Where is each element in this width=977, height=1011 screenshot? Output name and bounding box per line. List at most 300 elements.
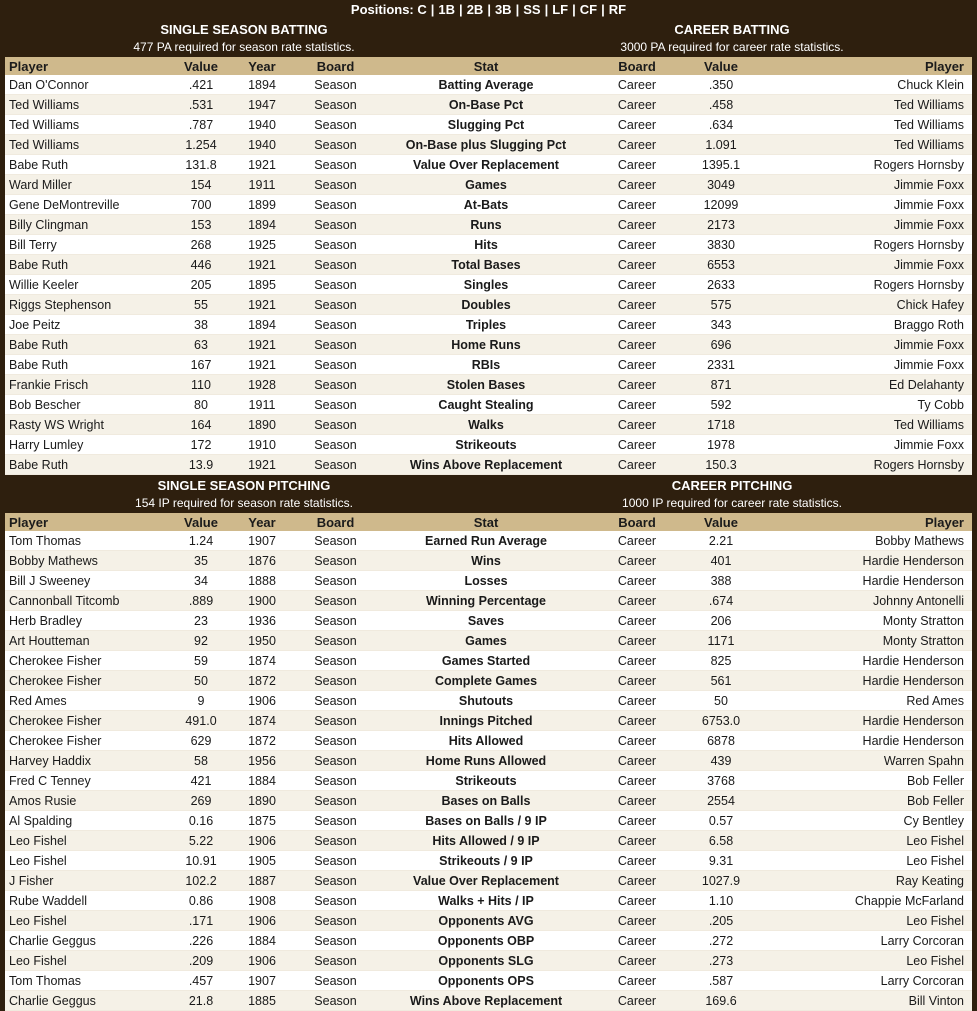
season-player-link[interactable]: Babe Ruth xyxy=(5,355,166,375)
table-row xyxy=(5,95,972,115)
season-value: .171 xyxy=(166,911,236,931)
stat-name: Doubles xyxy=(383,295,589,315)
table-row xyxy=(5,791,972,811)
career-player-link[interactable]: Hardie Henderson xyxy=(757,731,972,751)
career-value: .587 xyxy=(685,971,757,991)
career-player-link[interactable]: Leo Fishel xyxy=(757,951,972,971)
season-player-link[interactable]: Joe Peitz xyxy=(5,315,166,335)
career-player-link[interactable]: Jimmie Foxx xyxy=(757,175,972,195)
season-board: Season xyxy=(288,751,383,771)
career-pitching-title: CAREER PITCHING xyxy=(671,478,793,493)
season-player-link[interactable]: Babe Ruth xyxy=(5,455,166,475)
season-board: Season xyxy=(288,791,383,811)
season-year: 1911 xyxy=(236,395,288,415)
column-header-1[interactable]: Value xyxy=(166,513,236,531)
career-player-link[interactable]: Jimmie Foxx xyxy=(757,195,972,215)
table-row xyxy=(5,831,972,851)
column-header-2[interactable]: Year xyxy=(236,513,288,531)
career-player-link[interactable]: Ray Keating xyxy=(757,871,972,891)
season-value: .421 xyxy=(166,75,236,95)
positions-links xyxy=(417,2,626,17)
season-board: Season xyxy=(288,195,383,215)
season-year: 1894 xyxy=(236,215,288,235)
season-board: Season xyxy=(288,155,383,175)
season-year: 1885 xyxy=(236,991,288,1011)
column-header-7[interactable]: Player xyxy=(757,513,972,531)
career-player-link[interactable]: Ed Delahanty xyxy=(757,375,972,395)
column-header-3[interactable]: Board xyxy=(288,57,383,75)
career-player-link[interactable]: Ted Williams xyxy=(757,415,972,435)
position-link-cf[interactable]: CF xyxy=(579,2,598,17)
stat-name: RBIs xyxy=(383,355,589,375)
career-board: Career xyxy=(589,455,685,475)
season-year: 1872 xyxy=(236,671,288,691)
career-player-link[interactable]: Hardie Henderson xyxy=(757,571,972,591)
pitching-records-table xyxy=(5,513,972,1011)
column-header-0[interactable]: Player xyxy=(5,57,166,75)
season-board: Season xyxy=(288,951,383,971)
career-board: Career xyxy=(589,275,685,295)
season-year: 1907 xyxy=(236,971,288,991)
season-player-link[interactable]: Harvey Haddix xyxy=(5,751,166,771)
career-value: .272 xyxy=(685,931,757,951)
season-value: 13.9 xyxy=(166,455,236,475)
career-board: Career xyxy=(589,891,685,911)
season-player-link[interactable]: Red Ames xyxy=(5,691,166,711)
table-row xyxy=(5,355,972,375)
season-board: Season xyxy=(288,851,383,871)
table-row xyxy=(5,991,972,1011)
career-player-link[interactable]: Bobby Mathews xyxy=(757,531,972,551)
career-player-link[interactable]: Cy Bentley xyxy=(757,811,972,831)
season-value: 154 xyxy=(166,175,236,195)
column-header-0[interactable]: Player xyxy=(5,513,166,531)
table-row xyxy=(5,671,972,691)
season-year: 1936 xyxy=(236,611,288,631)
single-season-pitching-title: SINGLE SEASON PITCHING xyxy=(157,478,331,493)
stat-name: Home Runs xyxy=(383,335,589,355)
season-value: 92 xyxy=(166,631,236,651)
career-value: 1027.9 xyxy=(685,871,757,891)
season-year: 1908 xyxy=(236,891,288,911)
season-board: Season xyxy=(288,115,383,135)
season-player-link[interactable]: Billy Clingman xyxy=(5,215,166,235)
table-row xyxy=(5,971,972,991)
season-player-link[interactable]: Al Spalding xyxy=(5,811,166,831)
career-board: Career xyxy=(589,175,685,195)
career-batting-subtitle: 3000 PA required for career rate statistics. xyxy=(620,40,844,54)
season-player-link[interactable]: Gene DeMontreville xyxy=(5,195,166,215)
career-board: Career xyxy=(589,871,685,891)
stat-name: Total Bases xyxy=(383,255,589,275)
career-board: Career xyxy=(589,751,685,771)
season-board: Season xyxy=(288,711,383,731)
career-player-link[interactable]: Jimmie Foxx xyxy=(757,355,972,375)
season-player-link[interactable]: Tom Thomas xyxy=(5,971,166,991)
season-player-link[interactable]: Cherokee Fisher xyxy=(5,731,166,751)
season-player-link[interactable]: Willie Keeler xyxy=(5,275,166,295)
stat-name: Hits Allowed / 9 IP xyxy=(383,831,589,851)
career-player-link[interactable]: Chick Hafey xyxy=(757,295,972,315)
career-board: Career xyxy=(589,951,685,971)
single-season-batting-subtitle: 477 PA required for season rate statistics. xyxy=(133,40,355,54)
career-player-link[interactable]: Hardie Henderson xyxy=(757,651,972,671)
season-value: 0.86 xyxy=(166,891,236,911)
season-player-link[interactable]: Bill J Sweeney xyxy=(5,571,166,591)
season-player-link[interactable]: Charlie Geggus xyxy=(5,991,166,1011)
stat-name: Value Over Replacement xyxy=(383,155,589,175)
position-link-rf[interactable]: RF xyxy=(608,2,627,17)
batting-header xyxy=(0,19,977,57)
career-player-link[interactable]: Ted Williams xyxy=(757,115,972,135)
season-value: .226 xyxy=(166,931,236,951)
stat-name: Stolen Bases xyxy=(383,375,589,395)
season-value: .209 xyxy=(166,951,236,971)
season-player-link[interactable]: Cherokee Fisher xyxy=(5,651,166,671)
season-board: Season xyxy=(288,415,383,435)
career-board: Career xyxy=(589,591,685,611)
season-board: Season xyxy=(288,691,383,711)
career-player-link[interactable]: Hardie Henderson xyxy=(757,711,972,731)
season-board: Season xyxy=(288,991,383,1011)
season-year: 1911 xyxy=(236,175,288,195)
career-player-link[interactable]: Rogers Hornsby xyxy=(757,455,972,475)
season-value: 50 xyxy=(166,671,236,691)
season-value: .889 xyxy=(166,591,236,611)
career-board: Career xyxy=(589,571,685,591)
table-row xyxy=(5,395,972,415)
column-header-6[interactable]: Value xyxy=(685,57,757,75)
stat-name: Strikeouts / 9 IP xyxy=(383,851,589,871)
season-value: 629 xyxy=(166,731,236,751)
table-row xyxy=(5,155,972,175)
career-value: 1395.1 xyxy=(685,155,757,175)
season-year: 1888 xyxy=(236,571,288,591)
stat-name: Strikeouts xyxy=(383,435,589,455)
position-link-c[interactable]: C xyxy=(417,2,427,17)
table-row xyxy=(5,771,972,791)
career-value: 12099 xyxy=(685,195,757,215)
season-value: 167 xyxy=(166,355,236,375)
career-player-link[interactable]: Monty Stratton xyxy=(757,631,972,651)
table-row xyxy=(5,631,972,651)
career-board: Career xyxy=(589,551,685,571)
season-player-link[interactable]: Frankie Frisch xyxy=(5,375,166,395)
career-value: 825 xyxy=(685,651,757,671)
career-board: Career xyxy=(589,731,685,751)
career-player-link[interactable]: Chappie McFarland xyxy=(757,891,972,911)
table-row xyxy=(5,275,972,295)
career-value: 575 xyxy=(685,295,757,315)
season-board: Season xyxy=(288,315,383,335)
career-player-link[interactable]: Ted Williams xyxy=(757,135,972,155)
single-season-pitching-subtitle: 154 IP required for season rate statistics. xyxy=(135,496,353,510)
career-board: Career xyxy=(589,375,685,395)
career-board: Career xyxy=(589,435,685,455)
season-year: 1894 xyxy=(236,315,288,335)
stat-name: Shutouts xyxy=(383,691,589,711)
stat-name: Wins xyxy=(383,551,589,571)
season-player-link[interactable]: Cherokee Fisher xyxy=(5,711,166,731)
career-value: .205 xyxy=(685,911,757,931)
career-player-link[interactable]: Leo Fishel xyxy=(757,851,972,871)
season-year: 1899 xyxy=(236,195,288,215)
position-link-3b[interactable]: 3B xyxy=(494,2,512,17)
career-board: Career xyxy=(589,611,685,631)
career-player-link[interactable]: Braggo Roth xyxy=(757,315,972,335)
season-board: Season xyxy=(288,731,383,751)
season-player-link[interactable]: Riggs Stephenson xyxy=(5,295,166,315)
season-board: Season xyxy=(288,275,383,295)
stat-name: Batting Average xyxy=(383,75,589,95)
career-value: 0.57 xyxy=(685,811,757,831)
season-value: 205 xyxy=(166,275,236,295)
season-player-link[interactable]: Dan O'Connor xyxy=(5,75,166,95)
season-value: 131.8 xyxy=(166,155,236,175)
season-player-link[interactable]: Bob Bescher xyxy=(5,395,166,415)
career-value: 3768 xyxy=(685,771,757,791)
season-player-link[interactable]: Fred C Tenney xyxy=(5,771,166,791)
career-player-link[interactable]: Larry Corcoran xyxy=(757,931,972,951)
stat-name: Games Started xyxy=(383,651,589,671)
table-row xyxy=(5,175,972,195)
season-player-link[interactable]: Ward Miller xyxy=(5,175,166,195)
season-player-link[interactable]: Leo Fishel xyxy=(5,831,166,851)
season-player-link[interactable]: Charlie Geggus xyxy=(5,931,166,951)
career-player-link[interactable]: Rogers Hornsby xyxy=(757,235,972,255)
season-player-link[interactable]: Leo Fishel xyxy=(5,911,166,931)
season-value: 0.16 xyxy=(166,811,236,831)
career-player-link[interactable]: Bob Feller xyxy=(757,771,972,791)
batting-header-row xyxy=(5,57,972,75)
career-board: Career xyxy=(589,235,685,255)
season-value: 102.2 xyxy=(166,871,236,891)
season-player-link[interactable]: Herb Bradley xyxy=(5,611,166,631)
season-year: 1940 xyxy=(236,115,288,135)
career-board: Career xyxy=(589,135,685,155)
season-player-link[interactable]: Art Houtteman xyxy=(5,631,166,651)
season-value: 23 xyxy=(166,611,236,631)
table-row xyxy=(5,335,972,355)
career-player-link[interactable]: Hardie Henderson xyxy=(757,671,972,691)
career-player-link[interactable]: Jimmie Foxx xyxy=(757,255,972,275)
stat-name: Walks xyxy=(383,415,589,435)
season-player-link[interactable]: Rube Waddell xyxy=(5,891,166,911)
season-board: Season xyxy=(288,375,383,395)
season-board: Season xyxy=(288,531,383,551)
position-link-2b[interactable]: 2B xyxy=(466,2,484,17)
season-player-link[interactable]: Ted Williams xyxy=(5,115,166,135)
season-board: Season xyxy=(288,335,383,355)
column-header-4[interactable]: Stat xyxy=(383,513,589,531)
season-player-link[interactable]: Babe Ruth xyxy=(5,255,166,275)
season-year: 1921 xyxy=(236,455,288,475)
season-board: Season xyxy=(288,435,383,455)
stat-name: Opponents SLG xyxy=(383,951,589,971)
season-player-link[interactable]: Ted Williams xyxy=(5,135,166,155)
career-player-link[interactable]: Monty Stratton xyxy=(757,611,972,631)
season-year: 1910 xyxy=(236,435,288,455)
career-value: 592 xyxy=(685,395,757,415)
season-year: 1905 xyxy=(236,851,288,871)
column-header-1[interactable]: Value xyxy=(166,57,236,75)
career-value: 6553 xyxy=(685,255,757,275)
single-season-batting-heading xyxy=(0,19,488,55)
season-value: 38 xyxy=(166,315,236,335)
career-player-link[interactable]: Jimmie Foxx xyxy=(757,435,972,455)
season-value: 59 xyxy=(166,651,236,671)
career-value: .350 xyxy=(685,75,757,95)
season-value: 268 xyxy=(166,235,236,255)
career-value: 206 xyxy=(685,611,757,631)
position-separator: | xyxy=(601,2,605,17)
season-year: 1947 xyxy=(236,95,288,115)
stat-name: Opponents AVG xyxy=(383,911,589,931)
career-board: Career xyxy=(589,155,685,175)
table-row xyxy=(5,415,972,435)
position-separator: | xyxy=(487,2,491,17)
career-player-link[interactable]: Red Ames xyxy=(757,691,972,711)
stat-name: At-Bats xyxy=(383,195,589,215)
career-board: Career xyxy=(589,771,685,791)
season-year: 1925 xyxy=(236,235,288,255)
season-board: Season xyxy=(288,771,383,791)
season-value: 1.254 xyxy=(166,135,236,155)
season-player-link[interactable]: Amos Rusie xyxy=(5,791,166,811)
career-board: Career xyxy=(589,671,685,691)
season-player-link[interactable]: Leo Fishel xyxy=(5,951,166,971)
career-board: Career xyxy=(589,115,685,135)
stat-name: Earned Run Average xyxy=(383,531,589,551)
career-player-link[interactable]: Hardie Henderson xyxy=(757,551,972,571)
season-player-link[interactable]: Harry Lumley xyxy=(5,435,166,455)
career-player-link[interactable]: Warren Spahn xyxy=(757,751,972,771)
career-player-link[interactable]: Ty Cobb xyxy=(757,395,972,415)
season-year: 1956 xyxy=(236,751,288,771)
season-player-link[interactable]: Tom Thomas xyxy=(5,531,166,551)
career-pitching-subtitle: 1000 IP required for career rate statistics. xyxy=(622,496,842,510)
position-separator: | xyxy=(459,2,463,17)
career-board: Career xyxy=(589,315,685,335)
season-player-link[interactable]: Ted Williams xyxy=(5,95,166,115)
season-year: 1921 xyxy=(236,335,288,355)
career-player-link[interactable]: Rogers Hornsby xyxy=(757,275,972,295)
position-link-lf[interactable]: LF xyxy=(552,2,569,17)
career-player-link[interactable]: Bill Vinton xyxy=(757,991,972,1011)
season-player-link[interactable]: Bill Terry xyxy=(5,235,166,255)
career-value: 50 xyxy=(685,691,757,711)
season-player-link[interactable]: Cannonball Titcomb xyxy=(5,591,166,611)
career-player-link[interactable]: Jimmie Foxx xyxy=(757,335,972,355)
career-value: 1978 xyxy=(685,435,757,455)
career-value: 6753.0 xyxy=(685,711,757,731)
table-row xyxy=(5,891,972,911)
column-header-7[interactable]: Player xyxy=(757,57,972,75)
season-player-link[interactable]: Cherokee Fisher xyxy=(5,671,166,691)
career-player-link[interactable]: Larry Corcoran xyxy=(757,971,972,991)
season-value: 110 xyxy=(166,375,236,395)
table-row xyxy=(5,295,972,315)
career-player-link[interactable]: Bob Feller xyxy=(757,791,972,811)
season-value: 269 xyxy=(166,791,236,811)
position-link-1b[interactable]: 1B xyxy=(438,2,456,17)
column-header-2[interactable]: Year xyxy=(236,57,288,75)
season-year: 1894 xyxy=(236,75,288,95)
season-player-link[interactable]: J Fisher xyxy=(5,871,166,891)
column-header-5[interactable]: Board xyxy=(589,513,685,531)
career-board: Career xyxy=(589,911,685,931)
career-value: .273 xyxy=(685,951,757,971)
stat-name: Wins Above Replacement xyxy=(383,455,589,475)
career-player-link[interactable]: Chuck Klein xyxy=(757,75,972,95)
table-row xyxy=(5,531,972,551)
career-batting-title: CAREER BATTING xyxy=(674,22,790,37)
season-board: Season xyxy=(288,135,383,155)
career-board: Career xyxy=(589,791,685,811)
career-value: 169.6 xyxy=(685,991,757,1011)
career-player-link[interactable]: Leo Fishel xyxy=(757,831,972,851)
career-player-link[interactable]: Jimmie Foxx xyxy=(757,215,972,235)
stat-name: Games xyxy=(383,175,589,195)
season-value: .531 xyxy=(166,95,236,115)
career-value: 3049 xyxy=(685,175,757,195)
stat-name: Innings Pitched xyxy=(383,711,589,731)
table-row xyxy=(5,435,972,455)
stat-name: Slugging Pct xyxy=(383,115,589,135)
career-board: Career xyxy=(589,395,685,415)
season-board: Season xyxy=(288,355,383,375)
column-header-6[interactable]: Value xyxy=(685,513,757,531)
season-year: 1876 xyxy=(236,551,288,571)
column-header-3[interactable]: Board xyxy=(288,513,383,531)
season-value: 55 xyxy=(166,295,236,315)
career-player-link[interactable]: Rogers Hornsby xyxy=(757,155,972,175)
season-value: 421 xyxy=(166,771,236,791)
career-value: 1.091 xyxy=(685,135,757,155)
season-year: 1907 xyxy=(236,531,288,551)
position-link-ss[interactable]: SS xyxy=(523,2,541,17)
stat-name: Wins Above Replacement xyxy=(383,991,589,1011)
career-value: 2633 xyxy=(685,275,757,295)
position-separator: | xyxy=(430,2,435,17)
career-player-link[interactable]: Ted Williams xyxy=(757,95,972,115)
column-header-5[interactable]: Board xyxy=(589,57,685,75)
season-board: Season xyxy=(288,255,383,275)
career-player-link[interactable]: Leo Fishel xyxy=(757,911,972,931)
season-player-link[interactable]: Bobby Mathews xyxy=(5,551,166,571)
career-board: Career xyxy=(589,295,685,315)
career-player-link[interactable]: Johnny Antonelli xyxy=(757,591,972,611)
career-value: .458 xyxy=(685,95,757,115)
season-value: 63 xyxy=(166,335,236,355)
career-value: 2331 xyxy=(685,355,757,375)
career-board: Career xyxy=(589,811,685,831)
stat-name: Hits Allowed xyxy=(383,731,589,751)
table-row xyxy=(5,951,972,971)
column-header-4[interactable]: Stat xyxy=(383,57,589,75)
career-value: 1171 xyxy=(685,631,757,651)
position-separator: | xyxy=(544,2,549,17)
season-year: 1900 xyxy=(236,591,288,611)
season-value: 491.0 xyxy=(166,711,236,731)
table-row xyxy=(5,711,972,731)
season-player-link[interactable]: Leo Fishel xyxy=(5,851,166,871)
season-player-link[interactable]: Rasty WS Wright xyxy=(5,415,166,435)
season-player-link[interactable]: Babe Ruth xyxy=(5,335,166,355)
stat-name: On-Base plus Slugging Pct xyxy=(383,135,589,155)
career-value: 6.58 xyxy=(685,831,757,851)
season-player-link[interactable]: Babe Ruth xyxy=(5,155,166,175)
